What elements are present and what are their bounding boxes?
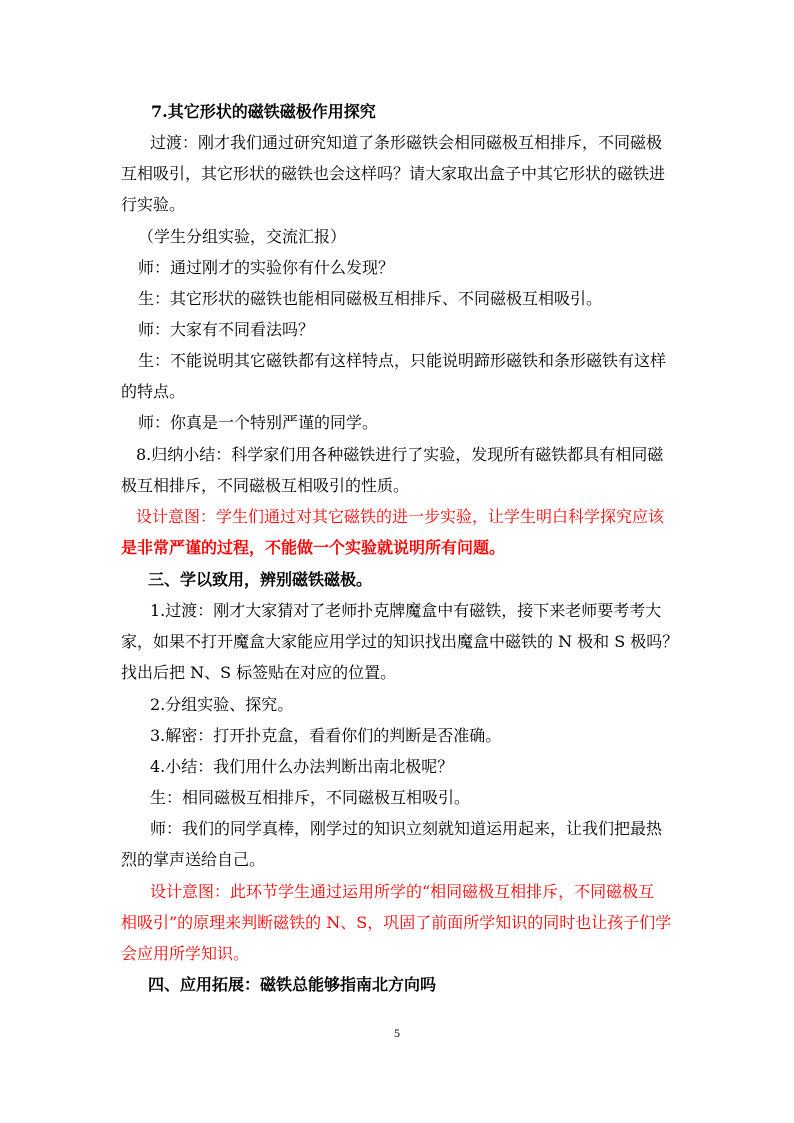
dialogue-line: 师：大家有不同看法吗？ (138, 320, 315, 339)
dialogue-line: 的特点。 (121, 382, 186, 401)
design-intent-line: 设计意图：学生们通过对其它磁铁的进一步实验，让学生明白科学探究应该 (136, 507, 665, 526)
section-heading-4: 四、应用拓展：磁铁总能够指南北方向吗 (148, 975, 437, 994)
paragraph-line: 行实验。 (121, 195, 186, 214)
dialogue-line: 师：我们的同学真棒，刚学过的知识立刻就知道运用起来，让我们把最热 (150, 819, 663, 838)
summary-line: 8.归纳小结：科学家们用各种磁铁进行了实验，发现所有磁铁都具有相同磁 (136, 445, 664, 464)
dialogue-line: 生：相同磁极互相排斥，不同磁极互相吸引。 (150, 788, 471, 807)
section-heading-7: 7.其它形状的磁铁磁极作用探究 (151, 102, 376, 121)
page-number: 5 (394, 1026, 400, 1040)
design-intent-line: 设计意图：此环节学生通过运用所学的“相同磁极互相排斥，不同磁极互 (150, 882, 655, 901)
dialogue-line: 师：通过刚才的实验你有什么发现？ (138, 258, 395, 277)
paragraph-line: 3.解密：打开扑克盒，看看你们的判断是否准确。 (150, 726, 502, 745)
paragraph-line: 家，如果不打开魔盒大家能应用学过的知识找出魔盒中磁铁的 N 极和 S 极吗？ (121, 632, 679, 651)
design-intent-line: 相吸引”的原理来判断磁铁的 N、S，巩固了前面所学知识的同时也让孩子们学 (121, 913, 672, 932)
section-heading-3: 三、学以致用，辨别磁铁磁极。 (148, 570, 373, 589)
dialogue-line: 师：你真是一个特别严谨的同学。 (138, 413, 379, 432)
design-intent-line: 是非常严谨的过程，不能做一个实验就说明所有问题。 (121, 538, 506, 557)
paragraph-line: 找出后把 N、S 标签贴在对应的位置。 (121, 663, 397, 682)
paragraph-line: （学生分组实验，交流汇报） (138, 227, 347, 246)
summary-line: 极互相排斥，不同磁极互相吸引的性质。 (121, 476, 410, 495)
dialogue-line: 生：不能说明其它磁铁都有这样特点，只能说明蹄形磁铁和条形磁铁有这样 (138, 351, 667, 370)
paragraph-line: 2.分组实验、探究。 (150, 695, 294, 714)
paragraph-line: 1.过渡：刚才大家猜对了老师扑克牌魔盒中有磁铁，接下来老师要考考大 (150, 601, 662, 620)
paragraph-line: 过渡：刚才我们通过研究知道了条形磁铁会相同磁极互相排斥，不同磁极 (150, 133, 663, 152)
design-intent-line: 会应用所学知识。 (121, 944, 250, 963)
paragraph-line: 4.小结：我们用什么办法判断出南北极呢？ (150, 757, 454, 776)
dialogue-line: 生：其它形状的磁铁也能相同磁极互相排斥、不同磁极互相吸引。 (138, 289, 603, 308)
dialogue-line: 烈的掌声送给自己。 (121, 850, 266, 869)
paragraph-line: 互相吸引，其它形状的磁铁也会这样吗？请大家取出盒子中其它形状的磁铁进 (121, 164, 666, 183)
